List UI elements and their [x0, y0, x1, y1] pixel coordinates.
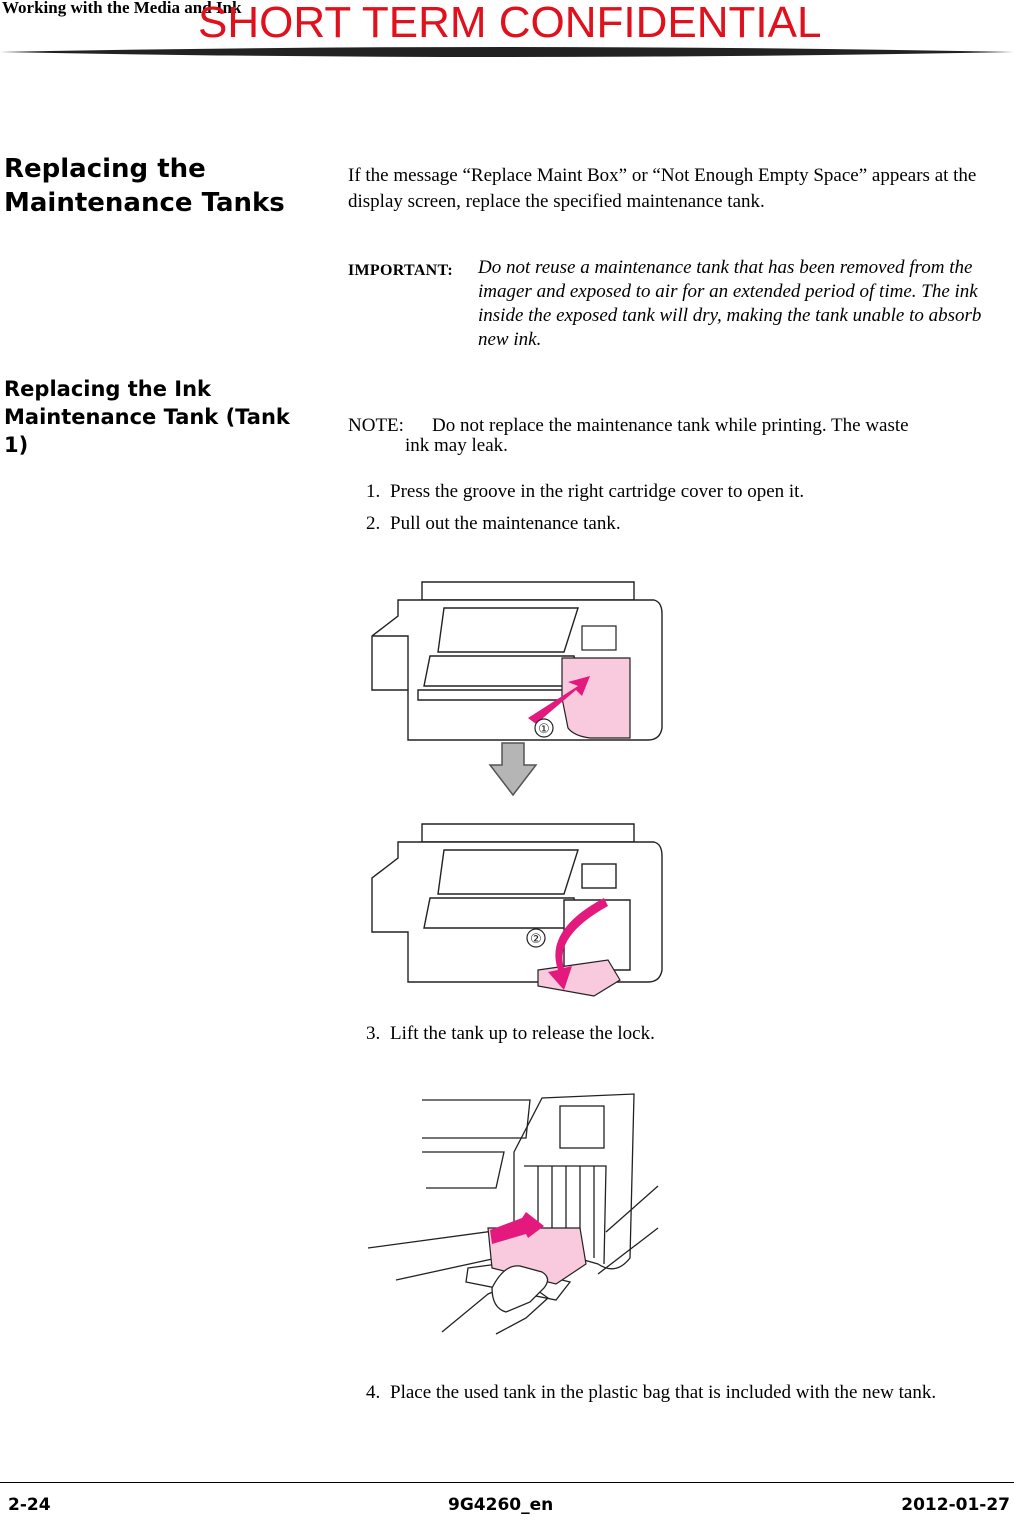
step-text: Pull out the maintenance tank.	[390, 513, 621, 534]
intro-paragraph: If the message “Replace Maint Box” or “Not Enough Empty Space” appears at the display screen, replace the specified maintenance tank.	[348, 165, 977, 212]
step-1	[366, 479, 805, 505]
control-panel-icon	[582, 626, 616, 650]
step-2	[366, 511, 621, 537]
step-number: 3.	[366, 1023, 381, 1044]
step-4	[366, 1380, 937, 1406]
down-arrow-icon	[488, 741, 538, 797]
header-rule	[0, 44, 1014, 64]
step-text: Place the used tank in the plastic bag that is included with the new tank.	[390, 1382, 937, 1403]
printer-pull-tank-figure	[368, 820, 666, 998]
callout-1: ①	[538, 722, 550, 737]
step-number: 1.	[366, 481, 381, 502]
step-text: Lift the tank up to release the lock.	[390, 1023, 655, 1044]
note-text-continued: ink may leak.	[405, 435, 508, 456]
document-id: 9G4260_en	[448, 1495, 554, 1515]
section-title-maintenance-tanks: Replacing the Maintenance Tanks	[4, 154, 285, 218]
step-number: 4.	[366, 1382, 381, 1403]
lift-tank-closeup-figure	[366, 1088, 662, 1336]
note-label: NOTE:	[348, 415, 404, 436]
important-label: IMPORTANT:	[348, 262, 453, 279]
confidential-watermark: SHORT TERM CONFIDENTIAL	[198, 0, 822, 47]
step-3	[366, 1021, 655, 1047]
step-number: 2.	[366, 513, 381, 534]
important-text: Do not reuse a maintenance tank that has been removed from the imager and exposed to air for an extended period of time. The ink inside the exposed tank will dry, making the tank unable to absorb new ink.	[478, 257, 982, 350]
callout-2: ②	[530, 932, 542, 947]
printer-open-cover-figure	[368, 578, 666, 744]
note-text: Do not replace the maintenance tank while printing. The waste	[432, 415, 909, 436]
hand-icon	[492, 1266, 548, 1312]
footer-rule	[0, 1482, 1014, 1483]
step-text: Press the groove in the right cartridge cover to open it.	[390, 481, 805, 502]
right-cartridge-cover	[562, 658, 630, 738]
section-title-ink-maintenance-tank: Replacing the Ink Maintenance Tank (Tank 1)	[4, 377, 290, 457]
document-date: 2012-01-27	[901, 1495, 1010, 1515]
running-head: Working with the Media and Ink	[2, 0, 242, 17]
page-number: 2-24	[8, 1495, 51, 1515]
